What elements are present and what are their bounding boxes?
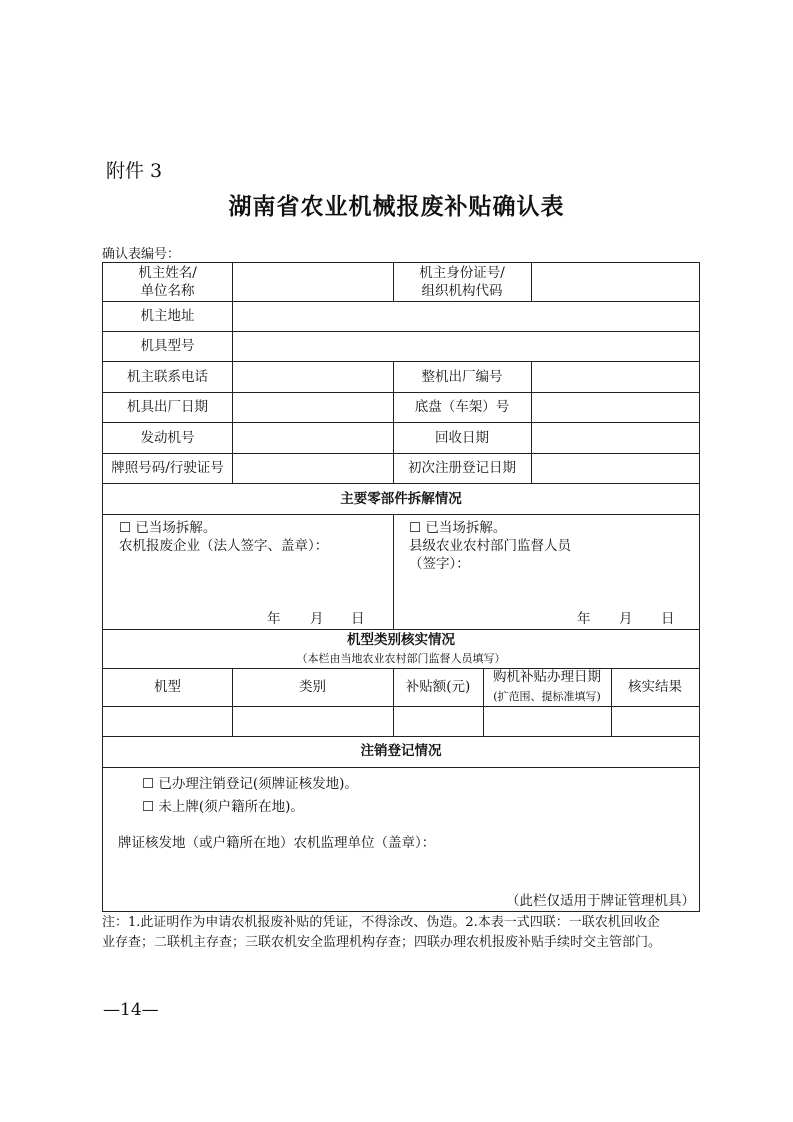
factory-date-label: 机具出厂日期 bbox=[127, 399, 208, 415]
row-divider bbox=[103, 331, 699, 332]
dismantle-supervisor-checkbox[interactable]: ☐ 已当场拆解。 bbox=[409, 520, 507, 536]
recycle-date-label: 回收日期 bbox=[435, 430, 489, 446]
owner-phone-label: 机主联系电话 bbox=[127, 369, 208, 385]
dismantle-enterprise-checkbox[interactable]: ☐ 已当场拆解。 bbox=[119, 520, 217, 536]
plate-number-label: 牌照号码/行驶证号 bbox=[111, 460, 224, 476]
dismantle-section-heading: 主要零部件拆解情况 bbox=[340, 491, 462, 507]
supervisor-label: 县级农业农村部门监督人员 bbox=[409, 538, 571, 554]
serial-number-label: 确认表编号： bbox=[102, 247, 181, 262]
owner-id-label-2: 组织机构代码 bbox=[421, 283, 503, 299]
col-divider bbox=[531, 361, 532, 483]
row-divider bbox=[103, 736, 699, 737]
owner-name-label-1: 机主姓名/ bbox=[138, 265, 197, 281]
column-header-category: 类别 bbox=[299, 679, 326, 695]
row-divider bbox=[103, 361, 699, 362]
column-header-purchase-date-note: (扩范围、提标准填写) bbox=[493, 690, 601, 703]
cancellation-footnote: （此栏仅适用于牌证管理机具） bbox=[506, 893, 695, 909]
date-month-label: 月 bbox=[619, 611, 633, 627]
row-divider bbox=[103, 392, 699, 393]
date-month-label: 月 bbox=[310, 611, 324, 627]
notes-line-2: 业存查；二联机主存查；三联农机安全监理机构存查；四联办理农机报废补贴手续时交主管部门。 bbox=[102, 935, 662, 950]
col-divider bbox=[393, 514, 394, 629]
column-header-model: 机型 bbox=[154, 679, 181, 695]
col-divider bbox=[531, 263, 532, 301]
owner-name-label-2: 单位名称 bbox=[140, 283, 195, 299]
verification-note: （本栏由当地农业农村部门监督人员填写） bbox=[296, 652, 506, 665]
engine-number-label: 发动机号 bbox=[140, 430, 195, 446]
row-divider bbox=[103, 301, 699, 302]
cancellation-section-heading: 注销登记情况 bbox=[360, 743, 442, 759]
form-title: 湖南省农业机械报废补贴确认表 bbox=[228, 193, 565, 220]
column-header-purchase-date: 购机补贴办理日期 bbox=[493, 669, 601, 685]
col-divider bbox=[232, 263, 233, 483]
row-divider bbox=[103, 483, 699, 484]
column-header-subsidy: 补贴额(元) bbox=[405, 679, 471, 695]
chassis-number-label: 底盘（车架）号 bbox=[414, 399, 510, 415]
attachment-label: 附件 3 bbox=[106, 160, 163, 182]
cancellation-unregistered-checkbox[interactable]: ☐ 未上牌(须户籍所在地)。 bbox=[142, 799, 304, 815]
form-notes bbox=[102, 913, 702, 953]
row-divider bbox=[103, 453, 699, 454]
first-registration-date-label: 初次注册登记日期 bbox=[408, 460, 516, 476]
date-year-label: 年 bbox=[577, 611, 591, 627]
date-year-label: 年 bbox=[267, 611, 281, 627]
machine-model-label: 机具型号 bbox=[140, 338, 195, 354]
enterprise-signature-label: 农机报废企业（法人签字、盖章）： bbox=[119, 538, 329, 554]
page-number: —14— bbox=[103, 1000, 159, 1020]
owner-id-label-1: 机主身份证号/ bbox=[419, 265, 505, 281]
supervision-unit-seal-label: 牌证核发地（或户籍所在地）农机监理单位（盖章）： bbox=[118, 835, 436, 851]
row-divider bbox=[103, 629, 699, 630]
cancellation-registered-checkbox[interactable]: ☐ 已办理注销登记(须牌证核发地)。 bbox=[142, 776, 358, 792]
date-day-label: 日 bbox=[661, 611, 675, 627]
owner-address-label: 机主地址 bbox=[140, 308, 195, 324]
factory-number-label: 整机出厂编号 bbox=[421, 369, 503, 385]
row-divider bbox=[103, 767, 699, 768]
row-divider bbox=[103, 706, 699, 707]
row-divider bbox=[103, 514, 699, 515]
verification-section-heading: 机型类别核实情况 bbox=[347, 632, 455, 648]
date-day-label: 日 bbox=[351, 611, 365, 627]
notes-line-1: 注：1.此证明作为申请农机报废补贴的凭证，不得涂改、伪造。2.本表一式四联：一联农机回收企 bbox=[102, 915, 660, 930]
supervisor-signature-label: （签字）： bbox=[409, 556, 470, 572]
column-header-result: 核实结果 bbox=[628, 679, 682, 695]
confirmation-form-table bbox=[102, 262, 700, 912]
row-divider bbox=[103, 422, 699, 423]
